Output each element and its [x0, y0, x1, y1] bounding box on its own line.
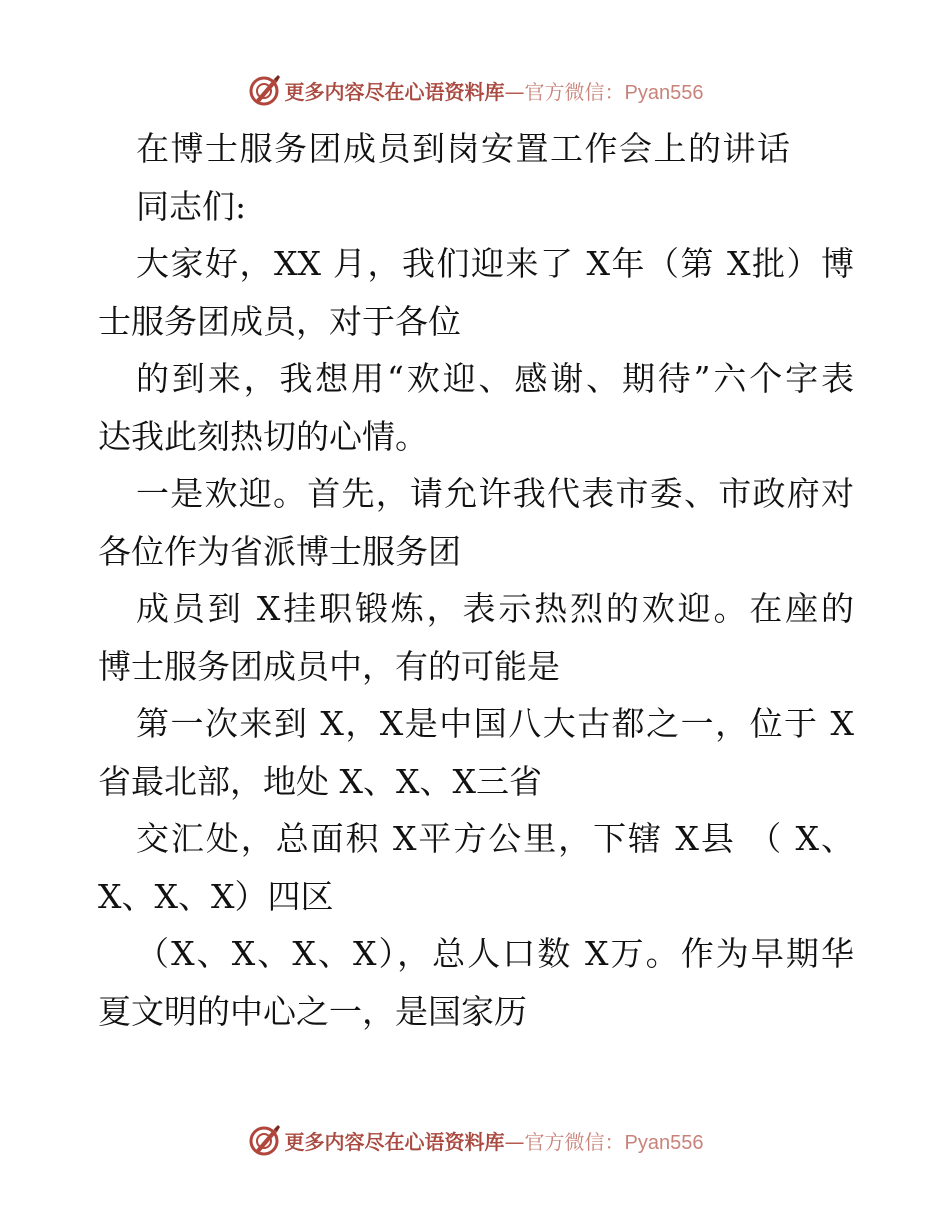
- pen-logo-icon: [247, 1123, 281, 1157]
- paragraph-line: 夏文明的中心之一，是国家历: [98, 991, 527, 1031]
- paragraph-line: X、X、X）四区: [98, 876, 334, 916]
- paragraph-line: 达我此刻热切的心情。: [98, 416, 428, 456]
- banner-wechat-label: 官方微信：: [524, 1129, 625, 1154]
- paragraph-line: 的到来，我想用“欢迎、感谢、期待”六个字表: [136, 359, 854, 398]
- footer-watermark-banner: [0, 1122, 950, 1158]
- paragraph-line: 成员到 X挂职锻炼，表示热烈的欢迎。在座的: [136, 589, 854, 628]
- paragraph-line: 交汇处，总面积 X平方公里，下辖 X县 （ X、: [136, 819, 854, 858]
- paragraph-line: 大家好，XX 月，我们迎来了 X年（第 X批）博: [136, 244, 854, 283]
- banner-brand: 更多内容尽在心语资料库: [284, 79, 505, 104]
- paragraph-line: 省最北部，地处 X、X、X三省: [98, 761, 542, 801]
- paragraph-line: 同志们:: [136, 186, 247, 226]
- banner-text: [285, 1126, 704, 1155]
- document-title: 在博士服务团成员到岗安置工作会上的讲话: [136, 129, 792, 168]
- banner-wechat-id: Pyan556: [624, 81, 704, 104]
- banner-wechat-label: 官方微信：: [524, 79, 625, 104]
- banner-wechat-id: Pyan556: [624, 1131, 704, 1154]
- pen-logo-icon: [247, 73, 281, 107]
- paragraph-line: （X、X、X、X），总人口数 X万。作为早期华: [136, 934, 854, 973]
- paragraph-line: 博士服务团成员中，有的可能是: [98, 646, 560, 686]
- paragraph-line: 一是欢迎。首先，请允许我代表市委、市政府对: [136, 474, 854, 513]
- paragraph-line: 各位作为省派博士服务团: [98, 531, 461, 571]
- banner-dash: —: [504, 1129, 525, 1154]
- header-watermark-banner: [0, 72, 950, 108]
- banner-text: [285, 76, 704, 105]
- paragraph-line: 第一次来到 X，X是中国八大古都之一，位于 X: [136, 704, 854, 743]
- banner-brand: 更多内容尽在心语资料库: [284, 1129, 505, 1154]
- document-body: [98, 120, 854, 1040]
- paragraph-line: 士服务团成员，对于各位: [98, 301, 461, 341]
- banner-dash: —: [504, 79, 525, 104]
